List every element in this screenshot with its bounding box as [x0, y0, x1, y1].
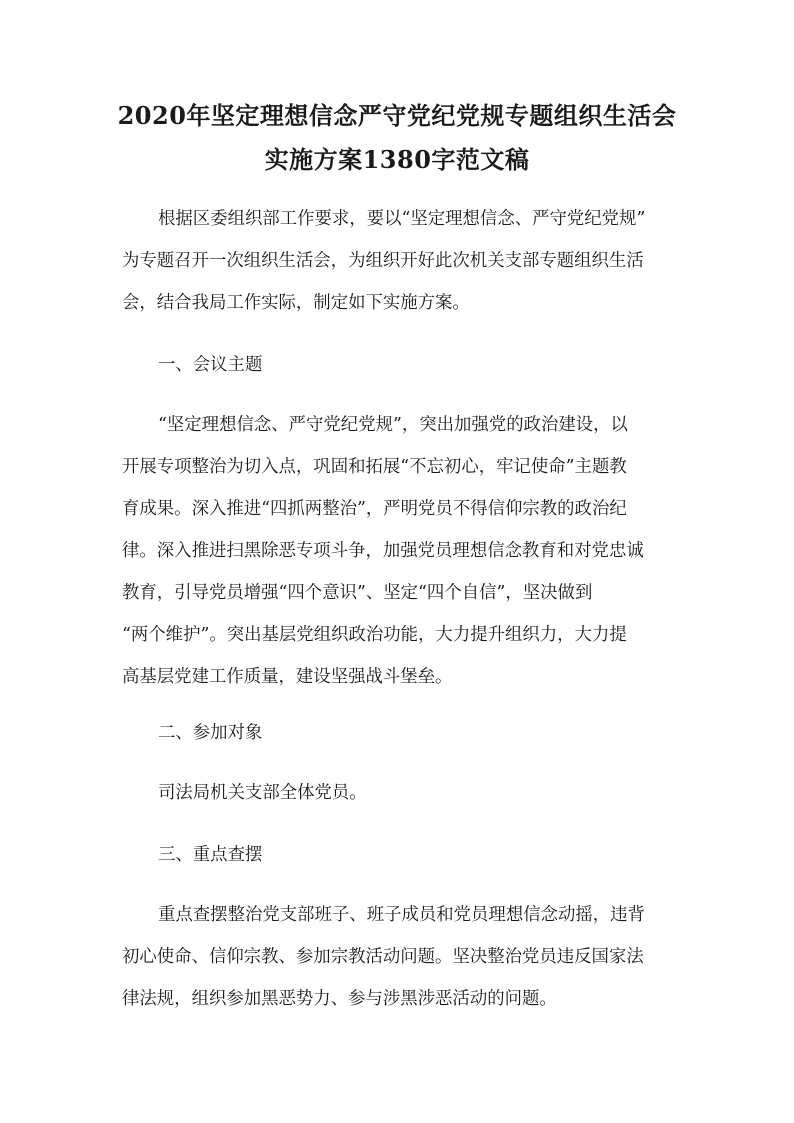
document-title-line-1: 2020年坚定理想信念严守党纪党规专题组织生活会 [117, 101, 677, 130]
section-1-line: 育成果。深入推进“四抓两整治”，严明党员不得信仰宗教的政治纪 [122, 499, 627, 519]
section-3-line: 律法规，组织参加黑恶势力、参与涉黑涉恶活动的问题。 [122, 989, 557, 1009]
section-1-line: “坚定理想信念、严守党纪党规”，突出加强党的政治建设，以 [158, 415, 628, 435]
section-1-line: 律。深入推进扫黑除恶专项斗争，加强党员理想信念教育和对党忠诚 [122, 541, 644, 561]
section-2-line: 司法局机关支部全体党员。 [158, 783, 367, 803]
section-1-line: “两个维护”。突出基层党组织政治功能，大力提升组织力，大力提 [122, 625, 627, 645]
section-1-line: 高基层党建工作质量，建设坚强战斗堡垒。 [122, 667, 453, 687]
intro-line-3: 会，结合我局工作实际，制定如下实施方案。 [122, 293, 470, 313]
intro-line-1: 根据区委组织部工作要求，要以“坚定理想信念、严守党纪党规” [158, 209, 646, 229]
section-3-line: 初心使命、信仰宗教、参加宗教活动问题。坚决整治党员违反国家法 [122, 947, 644, 967]
section-2-heading: 二、参加对象 [158, 723, 263, 743]
document-title-line-2: 实施方案1380字范文稿 [264, 145, 530, 174]
section-1-line: 教育，引导党员增强“四个意识”、坚定“四个自信”，坚决做到 [122, 583, 593, 603]
section-3-line: 重点查摆整治党支部班子、班子成员和党员理想信念动摇，违背 [158, 905, 645, 925]
intro-line-2: 为专题召开一次组织生活会，为组织开好此次机关支部专题组织生活 [122, 251, 644, 271]
section-1-heading: 一、会议主题 [158, 355, 263, 375]
section-1-line: 开展专项整治为切入点，巩固和拓展“不忘初心，牢记使命”主题教 [122, 457, 627, 477]
section-3-heading: 三、重点查摆 [158, 845, 263, 865]
